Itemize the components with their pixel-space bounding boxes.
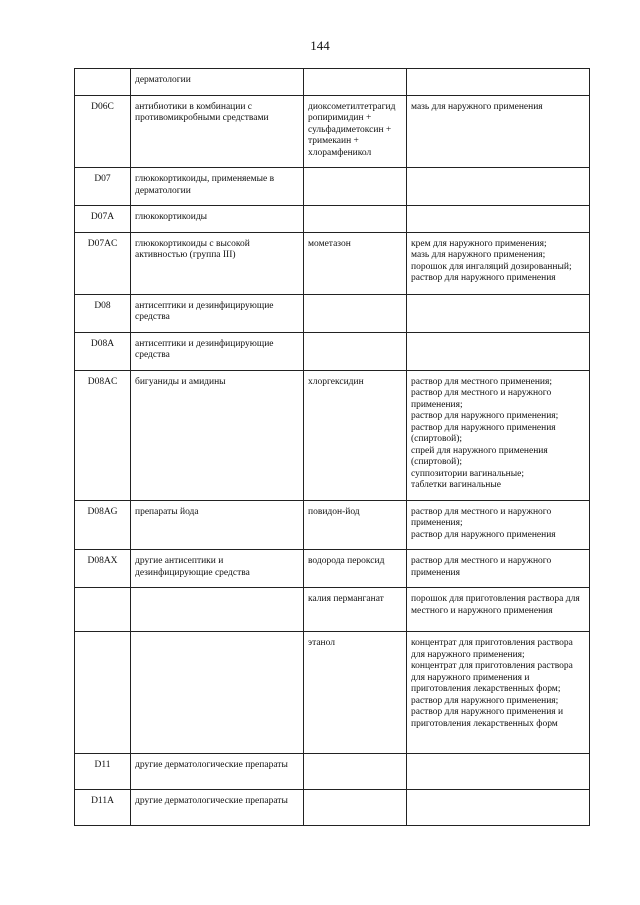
dosage-form-line: мазь для наружного применения — [411, 101, 543, 112]
atc-code-cell — [75, 69, 131, 96]
drug-name-cell — [304, 588, 407, 632]
drug-name-cell — [304, 168, 407, 206]
dosage-form-line: раствор для местного и наружного применения; — [411, 506, 552, 528]
drug-name-cell — [304, 232, 407, 294]
dosage-form-cell — [407, 632, 590, 754]
group-name-cell: препараты йода — [131, 500, 304, 550]
atc-code-cell: D08 — [75, 294, 131, 332]
group-name-cell: глюкокортикоиды — [131, 206, 304, 233]
dosage-form-cell — [407, 294, 590, 332]
table-row — [75, 588, 590, 632]
drug-name-line: диоксометилтетрагид — [308, 101, 396, 112]
group-name-cell: глюкокортикоиды, применяемые в дерматологии — [131, 168, 304, 206]
page-number: 144 — [310, 38, 330, 53]
drug-name-line: ропиримидин + — [308, 113, 372, 123]
dosage-form-line: раствор для наружного применения (спиртовой); — [411, 422, 556, 444]
dosage-form-line: раствор для наружного применения; — [411, 411, 559, 421]
dosage-form-line: раствор для местного применения; — [411, 376, 553, 387]
drug-name-cell — [304, 69, 407, 96]
atc-code-cell: D08AX — [75, 550, 131, 588]
dosage-form-cell — [407, 232, 590, 294]
atc-code-cell — [75, 588, 131, 632]
group-name-cell: глюкокортикоиды с высокой активностью (группа III) — [131, 232, 304, 294]
table-row — [75, 168, 590, 206]
dosage-form-cell — [407, 370, 590, 500]
drug-name-cell — [304, 95, 407, 168]
atc-code-cell — [75, 632, 131, 754]
drug-name-line: этанол — [308, 638, 336, 648]
dosage-form-cell — [407, 550, 590, 588]
dosage-form-cell — [407, 790, 590, 826]
table-row — [75, 632, 590, 754]
dosage-form-cell — [407, 168, 590, 206]
drug-name-cell — [304, 790, 407, 826]
dosage-form-cell — [407, 332, 590, 370]
drug-table — [74, 68, 590, 826]
dosage-form-line: спрей для наружного применения (спиртовой); — [411, 445, 548, 467]
dosage-form-line: раствор для местного и наружного применения — [411, 556, 552, 578]
dosage-form-line: концентрат для приготовления раствора для наружного применения; — [411, 638, 573, 660]
table-row — [75, 95, 590, 168]
drug-name-cell — [304, 332, 407, 370]
dosage-form-line: раствор для наружного применения и приготовления лекарственных форм — [411, 707, 564, 729]
drug-name-line: повидон-йод — [308, 506, 360, 517]
drug-name-cell — [304, 206, 407, 233]
dosage-form-line: раствор для наружного применения — [411, 529, 556, 540]
group-name-cell — [131, 632, 304, 754]
dosage-form-line: крем для наружного применения; — [411, 238, 547, 249]
atc-code-cell: D11A — [75, 790, 131, 826]
table-row — [75, 370, 590, 500]
drug-name-cell — [304, 632, 407, 754]
group-name-cell: другие дерматологические препараты — [131, 754, 304, 790]
atc-code-cell: D07A — [75, 206, 131, 233]
drug-name-line: тримекаин + — [308, 136, 359, 146]
group-name-cell: другие дерматологические препараты — [131, 790, 304, 826]
atc-code-cell: D07AC — [75, 232, 131, 294]
dosage-form-line: таблетки вагинальные — [411, 480, 501, 490]
drug-name-cell — [304, 550, 407, 588]
drug-name-line: калия перманганат — [308, 594, 384, 604]
table-row — [75, 550, 590, 588]
dosage-form-cell — [407, 206, 590, 233]
drug-name-cell — [304, 294, 407, 332]
table-row — [75, 206, 590, 233]
dosage-form-cell — [407, 588, 590, 632]
group-name-cell: другие антисептики и дезинфицирующие средства — [131, 550, 304, 588]
dosage-form-cell — [407, 69, 590, 96]
table-row — [75, 332, 590, 370]
atc-code-cell: D08AC — [75, 370, 131, 500]
table-row — [75, 500, 590, 550]
dosage-form-line: порошок для приготовления раствора для местного и наружного применения — [411, 594, 580, 616]
dosage-form-cell — [407, 95, 590, 168]
atc-code-cell: D06C — [75, 95, 131, 168]
group-name-cell — [131, 588, 304, 632]
atc-code-cell: D11 — [75, 754, 131, 790]
drug-name-cell — [304, 370, 407, 500]
atc-code-cell: D07 — [75, 168, 131, 206]
table-row — [75, 232, 590, 294]
table-row — [75, 754, 590, 790]
dosage-form-line: концентрат для приготовления раствора для наружного применения и приготовления лекарственных форм; — [411, 661, 573, 694]
table-row — [75, 294, 590, 332]
dosage-form-line: мазь для наружного применения; — [411, 250, 546, 260]
drug-name-line: хлоргексидин — [308, 376, 364, 387]
table-body — [75, 69, 590, 826]
dosage-form-line: раствор для наружного применения; — [411, 695, 559, 706]
dosage-form-cell — [407, 754, 590, 790]
atc-code-cell: D08AG — [75, 500, 131, 550]
dosage-form-line: раствор для местного и наружного применения; — [411, 388, 552, 410]
group-name-cell: антисептики и дезинфицирующие средства — [131, 332, 304, 370]
drug-name-cell — [304, 754, 407, 790]
drug-name-line: водорода пероксид — [308, 556, 385, 566]
group-name-cell: бигуаниды и амидины — [131, 370, 304, 500]
drug-name-line: хлорамфеникол — [308, 147, 372, 158]
atc-code-cell: D08A — [75, 332, 131, 370]
drug-name-line: сульфадиметоксин + — [308, 124, 392, 135]
group-name-cell: дерматологии — [131, 69, 304, 96]
dosage-form-cell — [407, 500, 590, 550]
group-name-cell: антисептики и дезинфицирующие средства — [131, 294, 304, 332]
dosage-form-line: порошок для ингаляций дозированный; — [411, 261, 572, 272]
group-name-cell: антибиотики в комбинации с противомикробными средствами — [131, 95, 304, 168]
drug-name-cell — [304, 500, 407, 550]
table-row — [75, 69, 590, 96]
drug-name-line: мометазон — [308, 238, 351, 249]
table-row — [75, 790, 590, 826]
dosage-form-line: раствор для наружного применения — [411, 273, 556, 283]
dosage-form-line: суппозитории вагинальные; — [411, 468, 525, 479]
